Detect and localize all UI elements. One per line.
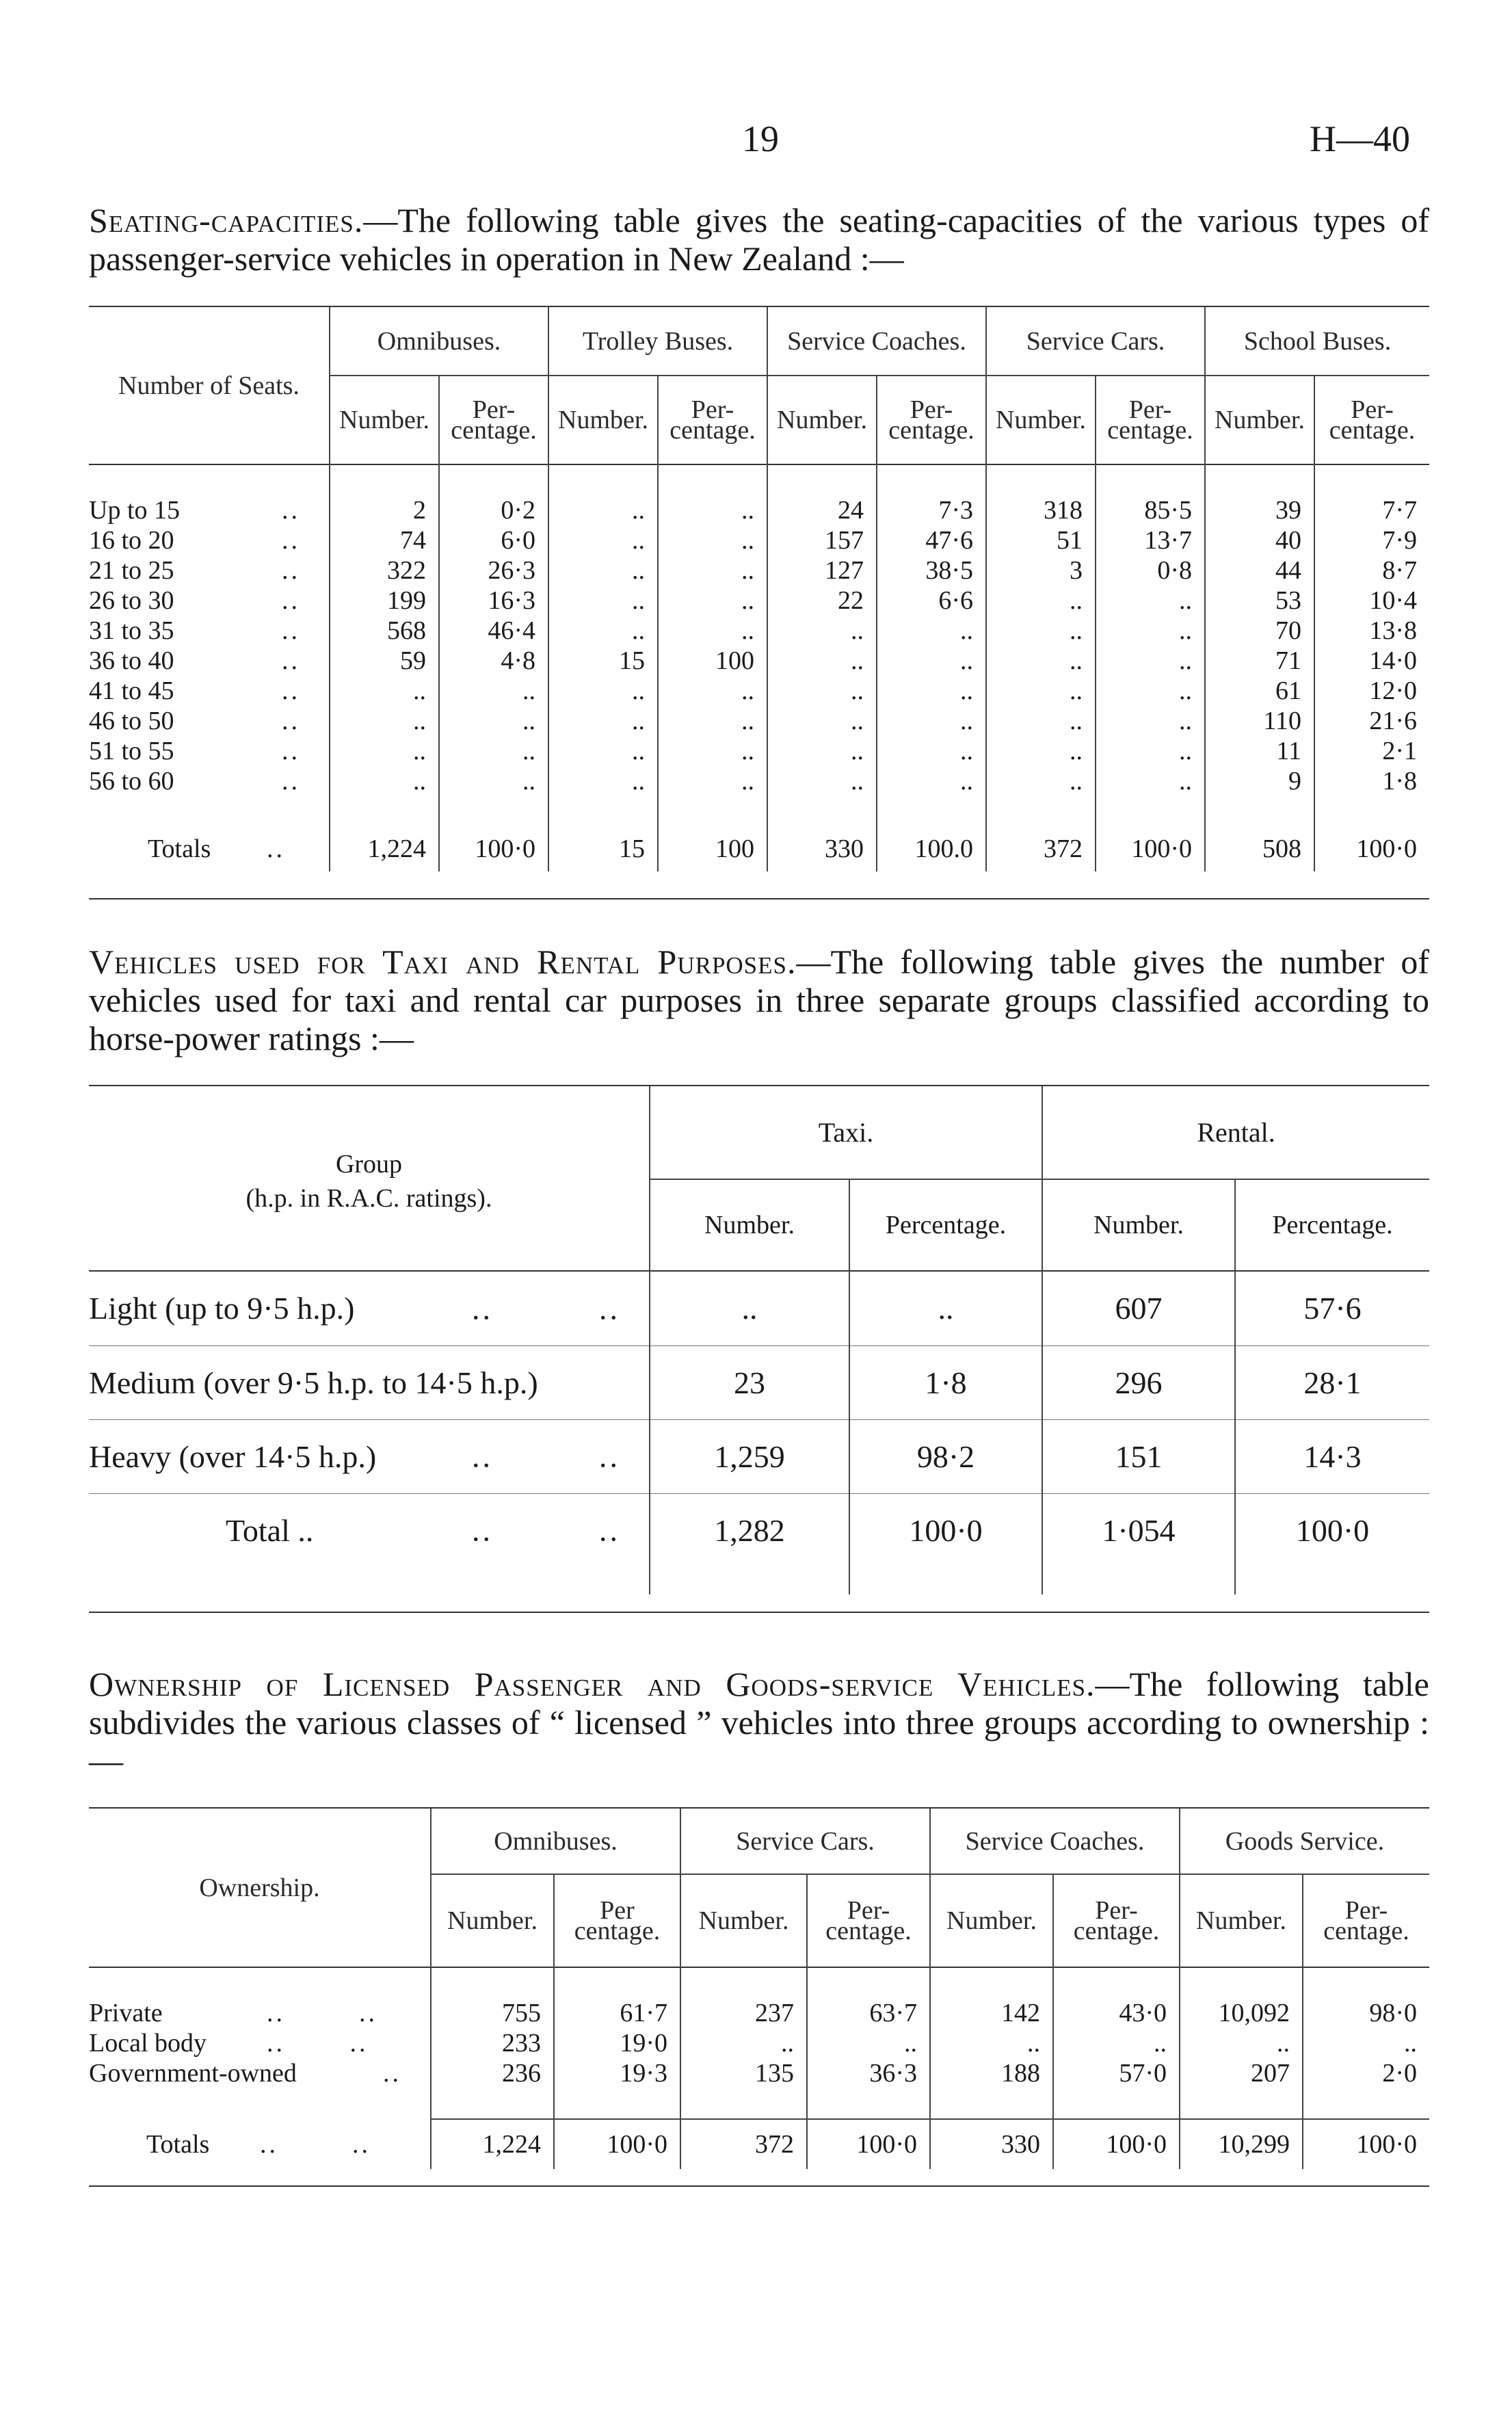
seating-group-service-coaches: Service Coaches. xyxy=(767,307,986,376)
ownership-cell-value: 135 xyxy=(680,2058,807,2088)
seating-cell-value: 44 xyxy=(1205,555,1314,586)
taxi-cell-value: 296 xyxy=(1042,1345,1235,1419)
ownership-total-value: 10,299 xyxy=(1180,2120,1303,2169)
ownership-section-paragraph xyxy=(89,1665,1429,1780)
taxi-sub-percentage: Percentage. xyxy=(849,1179,1042,1271)
ownership-cell-value: 19·3 xyxy=(554,2058,680,2088)
seating-row-label: 16 to 20 xyxy=(89,526,174,555)
ownership-cell-value: .. xyxy=(1303,2028,1429,2058)
ownership-totals-label: Totals xyxy=(146,2130,210,2159)
seating-cell-value: .. xyxy=(986,586,1096,616)
seating-row-label: 36 to 40 xyxy=(89,646,174,675)
seating-totals-row xyxy=(89,826,1429,871)
ownership-cell-value: 57·0 xyxy=(1053,2058,1180,2088)
seating-cell-value: .. xyxy=(548,525,658,555)
seating-table-bottom-rule xyxy=(89,898,1429,899)
ownership-totals-label-cell xyxy=(89,2120,431,2169)
taxi-row-label-cell xyxy=(89,1419,650,1493)
seating-cell-value: .. xyxy=(986,766,1096,796)
taxi-section-paragraph xyxy=(89,943,1429,1057)
seating-cell-value: 71 xyxy=(1205,646,1314,676)
seating-row-label: 56 to 60 xyxy=(89,767,174,796)
ownership-group-goods-service: Goods Service. xyxy=(1180,1809,1429,1874)
taxi-row-label: Light (up to 9·5 h.p.) xyxy=(89,1291,355,1326)
taxi-row-header-cell xyxy=(89,1086,650,1271)
seating-cell-value: .. xyxy=(439,766,548,796)
seating-cell-value: 70 xyxy=(1205,616,1314,646)
seating-cell-value: 2·1 xyxy=(1314,736,1429,766)
seating-row-label: 46 to 50 xyxy=(89,707,174,735)
seating-cell-value: 14·0 xyxy=(1314,646,1429,676)
seating-sub-percentage: Per-centage. xyxy=(439,376,548,464)
taxi-row-header-line-2: (h.p. in R.A.C. ratings). xyxy=(246,1183,492,1213)
taxi-row-label-cell xyxy=(89,1345,650,1419)
seating-cell-value: .. xyxy=(767,736,877,766)
taxi-cell-value: 1,259 xyxy=(650,1419,849,1493)
seating-total-value: 100·0 xyxy=(1096,826,1205,871)
seating-cell-value: 47·6 xyxy=(877,525,986,555)
seating-total-value: 508 xyxy=(1205,826,1314,871)
seating-cell-value: .. xyxy=(330,706,439,736)
taxi-table-row xyxy=(89,1345,1429,1419)
seating-cell-value: 127 xyxy=(767,555,877,586)
ownership-cell-value: .. xyxy=(930,2028,1053,2058)
seating-cell-value: 4·8 xyxy=(439,646,548,676)
leader-dots: .. .. xyxy=(472,1438,620,1474)
seating-cell-value: 12·0 xyxy=(1314,676,1429,706)
seating-cell-value: .. xyxy=(548,616,658,646)
seating-cell-value: 7·3 xyxy=(877,495,986,525)
ownership-cell-value: 10,092 xyxy=(1180,1998,1303,2028)
seating-cell-value: 61 xyxy=(1205,676,1314,706)
taxi-cell-value: 607 xyxy=(1042,1272,1235,1345)
seating-cell-value: 26·3 xyxy=(439,555,548,586)
leader-dots: .. xyxy=(282,616,300,645)
leader-dots: .. xyxy=(282,496,300,525)
ownership-row-label: Private xyxy=(89,1999,163,2027)
seating-row-header: Number of Seats. xyxy=(118,371,300,400)
seating-cell-value: .. xyxy=(767,706,877,736)
seating-cell-value: 318 xyxy=(986,495,1096,525)
seating-cell-value: 13·7 xyxy=(1096,525,1205,555)
taxi-table-row xyxy=(89,1272,1429,1345)
seating-cell-value: 322 xyxy=(330,555,439,586)
ownership-total-value: 330 xyxy=(930,2120,1053,2169)
taxi-group-taxi: Taxi. xyxy=(650,1086,1042,1179)
seating-cell-value: .. xyxy=(548,676,658,706)
ownership-cell-value: 236 xyxy=(431,2058,554,2088)
taxi-cell-value: 1·054 xyxy=(1042,1493,1235,1567)
ownership-cell-value: 98·0 xyxy=(1303,1998,1429,2028)
seating-cell-value: .. xyxy=(986,706,1096,736)
taxi-row-label-cell xyxy=(89,1272,650,1345)
leader-dots: .. xyxy=(282,526,300,555)
seating-sub-number: Number. xyxy=(986,376,1096,464)
seating-row-label-cell xyxy=(89,555,330,586)
taxi-group-header-row xyxy=(89,1086,1429,1179)
seating-table-row xyxy=(89,706,1429,736)
seating-table xyxy=(89,307,1429,871)
taxi-row-header-line-1: Group xyxy=(335,1149,403,1179)
seating-row-label-cell xyxy=(89,766,330,796)
seating-cell-value: 157 xyxy=(767,525,877,555)
seating-group-school-buses: School Buses. xyxy=(1205,307,1429,376)
taxi-cell-value: 28·1 xyxy=(1235,1345,1429,1419)
taxi-group-rental: Rental. xyxy=(1042,1086,1429,1179)
seating-cell-value: .. xyxy=(1096,586,1205,616)
taxi-cell-value: 151 xyxy=(1042,1419,1235,1493)
seating-total-value: 1,224 xyxy=(330,826,439,871)
ownership-total-value: 100·0 xyxy=(554,2120,680,2169)
seating-cell-value: .. xyxy=(548,706,658,736)
taxi-cell-value: .. xyxy=(849,1272,1042,1345)
seating-cell-value: .. xyxy=(548,495,658,525)
ownership-table-row xyxy=(89,2058,1429,2088)
seating-sub-percentage: Per-centage. xyxy=(658,376,767,464)
ownership-cell-value: 43·0 xyxy=(1053,1998,1180,2028)
seating-cell-value: .. xyxy=(986,736,1096,766)
ownership-sub-percentage: Per-centage. xyxy=(1053,1874,1180,1967)
seating-sub-percentage: Per-centage. xyxy=(1096,376,1205,464)
seating-cell-value: 59 xyxy=(330,646,439,676)
taxi-section-intro: —The following table gives the number of vehicles used for taxi and rental car purposes in three separate groups classified according to horse-power ratings :— xyxy=(89,943,1429,1057)
ownership-row-label-cell xyxy=(89,2028,431,2058)
seating-cell-value: .. xyxy=(767,766,877,796)
ownership-total-value: 100·0 xyxy=(1303,2120,1429,2169)
seating-cell-value: .. xyxy=(330,676,439,706)
seating-group-service-cars: Service Cars. xyxy=(986,307,1205,376)
leader-dots: .. .. xyxy=(260,2130,371,2159)
seating-cell-value: 9 xyxy=(1205,766,1314,796)
ownership-sub-number: Number. xyxy=(680,1874,807,1967)
ownership-row-label-cell xyxy=(89,2058,431,2088)
seating-cell-value: .. xyxy=(658,676,767,706)
seating-cell-value: 40 xyxy=(1205,525,1314,555)
ownership-cell-value: 237 xyxy=(680,1998,807,2028)
seating-cell-value: .. xyxy=(1096,616,1205,646)
leader-dots: .. xyxy=(383,2059,401,2088)
seating-cell-value: .. xyxy=(986,616,1096,646)
seating-cell-value: .. xyxy=(658,766,767,796)
seating-cell-value: .. xyxy=(877,616,986,646)
seating-total-value: 372 xyxy=(986,826,1096,871)
seating-table-row xyxy=(89,736,1429,766)
taxi-cell-value: 23 xyxy=(650,1345,849,1419)
taxi-cell-value: 1·8 xyxy=(849,1345,1042,1419)
seating-cell-value: 7·7 xyxy=(1314,495,1429,525)
seating-group-trolley-buses: Trolley Buses. xyxy=(548,307,767,376)
taxi-cell-value: 57·6 xyxy=(1235,1272,1429,1345)
ownership-cell-value: 63·7 xyxy=(807,1998,930,2028)
seating-sub-number: Number. xyxy=(330,376,439,464)
seating-cell-value: 53 xyxy=(1205,586,1314,616)
taxi-table xyxy=(89,1086,1429,1594)
seating-cell-value: .. xyxy=(439,736,548,766)
seating-cell-value: 6·6 xyxy=(877,586,986,616)
seating-group-header-row xyxy=(89,307,1429,376)
leader-dots: .. .. xyxy=(267,2029,369,2058)
page-number: 19 xyxy=(742,118,779,159)
seating-cell-value: 1·8 xyxy=(1314,766,1429,796)
seating-table-row xyxy=(89,616,1429,646)
seating-cell-value: .. xyxy=(986,676,1096,706)
seating-cell-value: 8·7 xyxy=(1314,555,1429,586)
leader-dots: .. xyxy=(267,835,285,863)
seating-cell-value: .. xyxy=(986,646,1096,676)
taxi-cell-value: 14·3 xyxy=(1235,1419,1429,1493)
seating-row-label-cell xyxy=(89,616,330,646)
seating-cell-value: .. xyxy=(767,676,877,706)
seating-cell-value: 6·0 xyxy=(439,525,548,555)
seating-cell-value: .. xyxy=(548,586,658,616)
ownership-sub-percentage: Per-centage. xyxy=(807,1874,930,1967)
seating-total-value: 100·0 xyxy=(1314,826,1429,871)
seating-row-label: 41 to 45 xyxy=(89,676,174,705)
seating-cell-value: .. xyxy=(1096,736,1205,766)
seating-row-label: Up to 15 xyxy=(89,496,180,525)
ownership-row-header: Ownership. xyxy=(199,1873,320,1902)
seating-cell-value: 100 xyxy=(658,646,767,676)
seating-cell-value: .. xyxy=(1096,706,1205,736)
seating-sub-number: Number. xyxy=(548,376,658,464)
seating-cell-value: .. xyxy=(877,676,986,706)
seating-sub-percentage: Per-centage. xyxy=(1314,376,1429,464)
ownership-row-label-cell xyxy=(89,1998,431,2028)
ownership-cell-value: 36·3 xyxy=(807,2058,930,2088)
ownership-cell-value: 142 xyxy=(930,1998,1053,2028)
leader-dots: .. xyxy=(282,737,300,765)
seating-table-row xyxy=(89,525,1429,555)
seating-cell-value: 568 xyxy=(330,616,439,646)
ownership-cell-value: .. xyxy=(680,2028,807,2058)
seating-section-intro: —The following table gives the seating-capacities of the various types of passenger-service vehicles in operation in New Zealand :— xyxy=(89,201,1429,278)
seating-cell-value: 15 xyxy=(548,646,658,676)
seating-sub-percentage: Per-centage. xyxy=(877,376,986,464)
ownership-cell-value: 207 xyxy=(1180,2058,1303,2088)
ownership-cell-value: 188 xyxy=(930,2058,1053,2088)
seating-row-label-cell xyxy=(89,736,330,766)
leader-dots: .. xyxy=(282,767,300,796)
ownership-cell-value: 19·0 xyxy=(554,2028,680,2058)
seating-cell-value: 7·9 xyxy=(1314,525,1429,555)
ownership-section-heading: Ownership of Licensed Passenger and Goods-service Vehicles. xyxy=(89,1665,1096,1703)
seating-cell-value: .. xyxy=(658,525,767,555)
leader-dots: .. xyxy=(282,646,300,675)
taxi-cell-value: 1,282 xyxy=(650,1493,849,1567)
seating-sub-number: Number. xyxy=(1205,376,1314,464)
seating-cell-value: .. xyxy=(548,766,658,796)
seating-table-row xyxy=(89,495,1429,525)
ownership-cell-value: 61·7 xyxy=(554,1998,680,2028)
seating-cell-value: .. xyxy=(877,736,986,766)
seating-row-label: 21 to 25 xyxy=(89,556,174,585)
seating-row-label-cell xyxy=(89,495,330,525)
ownership-cell-value: 2·0 xyxy=(1303,2058,1429,2088)
ownership-cell-value: .. xyxy=(807,2028,930,2058)
taxi-sub-number: Number. xyxy=(650,1179,849,1271)
seating-cell-value: .. xyxy=(658,555,767,586)
seating-cell-value: 74 xyxy=(330,525,439,555)
ownership-sub-number: Number. xyxy=(1180,1874,1303,1967)
seating-cell-value: 199 xyxy=(330,586,439,616)
seating-row-label: 51 to 55 xyxy=(89,737,174,765)
seating-cell-value: 13·8 xyxy=(1314,616,1429,646)
taxi-section-heading: Vehicles used for Taxi and Rental Purposes. xyxy=(89,943,797,981)
taxi-cell-value: 100·0 xyxy=(1235,1493,1429,1567)
seating-cell-value: .. xyxy=(767,616,877,646)
seating-cell-value: .. xyxy=(439,676,548,706)
seating-section-paragraph xyxy=(89,201,1429,278)
seating-cell-value: .. xyxy=(1096,676,1205,706)
seating-table-row xyxy=(89,676,1429,706)
ownership-row-label: Local body xyxy=(89,2029,207,2058)
document-reference: H—40 xyxy=(1310,118,1410,159)
seating-row-label: 31 to 35 xyxy=(89,616,174,645)
seating-group-omnibuses: Omnibuses. xyxy=(330,307,548,376)
seating-cell-value: .. xyxy=(658,706,767,736)
seating-totals-label-cell xyxy=(89,826,330,871)
seating-total-value: 100 xyxy=(658,826,767,871)
leader-dots: .. xyxy=(282,707,300,735)
ownership-sub-percentage: Per-centage. xyxy=(1303,1874,1429,1967)
seating-cell-value: 110 xyxy=(1205,706,1314,736)
leader-dots: .. .. xyxy=(267,1999,377,2027)
ownership-row-label: Government-owned xyxy=(89,2059,297,2088)
ownership-group-omnibuses: Omnibuses. xyxy=(431,1809,680,1874)
seating-cell-value: .. xyxy=(1096,646,1205,676)
seating-total-value: 100·0 xyxy=(439,826,548,871)
ownership-cell-value: 233 xyxy=(431,2028,554,2058)
taxi-cell-value: .. xyxy=(650,1272,849,1345)
leader-dots: .. xyxy=(282,676,300,705)
seating-row-label-cell xyxy=(89,525,330,555)
ownership-total-value: 1,224 xyxy=(431,2120,554,2169)
seating-cell-value: 24 xyxy=(767,495,877,525)
ownership-cell-value: .. xyxy=(1053,2028,1180,2058)
seating-table-row xyxy=(89,555,1429,586)
seating-cell-value: 39 xyxy=(1205,495,1314,525)
ownership-table-row xyxy=(89,1998,1429,2028)
seating-row-label-cell xyxy=(89,706,330,736)
seating-cell-value: 0·2 xyxy=(439,495,548,525)
seating-section-heading: Seating-capacities. xyxy=(89,201,364,239)
seating-row-label-cell xyxy=(89,586,330,616)
leader-dots: .. .. xyxy=(472,1512,620,1548)
taxi-cell-value: 100·0 xyxy=(849,1493,1042,1567)
seating-cell-value: 16·3 xyxy=(439,586,548,616)
ownership-cell-value: .. xyxy=(1180,2028,1303,2058)
seating-total-value: 330 xyxy=(767,826,877,871)
seating-cell-value: 3 xyxy=(986,555,1096,586)
ownership-group-service-cars: Service Cars. xyxy=(680,1809,930,1874)
seating-cell-value: .. xyxy=(330,766,439,796)
seating-cell-value: 2 xyxy=(330,495,439,525)
seating-table-row xyxy=(89,586,1429,616)
taxi-row-label: Medium (over 9·5 h.p. to 14·5 h.p.) xyxy=(89,1365,538,1400)
seating-cell-value: 10·4 xyxy=(1314,586,1429,616)
ownership-total-value: 100·0 xyxy=(807,2120,930,2169)
seating-cell-value: 0·8 xyxy=(1096,555,1205,586)
seating-totals-label: Totals xyxy=(148,835,211,863)
ownership-table-bottom-rule xyxy=(89,2185,1429,2187)
taxi-cell-value: 98·2 xyxy=(849,1419,1042,1493)
ownership-totals-row xyxy=(89,2120,1429,2169)
seating-table-row xyxy=(89,766,1429,796)
seating-row-label-cell xyxy=(89,676,330,706)
taxi-sub-percentage: Percentage. xyxy=(1235,1179,1429,1271)
seating-cell-value: .. xyxy=(658,495,767,525)
ownership-cell-value: 755 xyxy=(431,1998,554,2028)
seating-cell-value: 11 xyxy=(1205,736,1314,766)
seating-cell-value: 85·5 xyxy=(1096,495,1205,525)
seating-cell-value: 22 xyxy=(767,586,877,616)
seating-cell-value: .. xyxy=(877,646,986,676)
ownership-table-row xyxy=(89,2028,1429,2058)
seating-total-value: 100.0 xyxy=(877,826,986,871)
seating-cell-value: .. xyxy=(877,706,986,736)
taxi-table-bottom-rule xyxy=(89,1612,1429,1613)
seating-cell-value: 38·5 xyxy=(877,555,986,586)
seating-cell-value: .. xyxy=(330,736,439,766)
seating-cell-value: .. xyxy=(1096,766,1205,796)
seating-sub-number: Number. xyxy=(767,376,877,464)
ownership-table xyxy=(89,1809,1429,2169)
ownership-sub-percentage: Per centage. xyxy=(554,1874,680,1967)
seating-cell-value: .. xyxy=(548,736,658,766)
seating-row-label-cell xyxy=(89,646,330,676)
seating-cell-value: .. xyxy=(439,706,548,736)
seating-cell-value: .. xyxy=(548,555,658,586)
ownership-section-intro: —The following table subdivides the various classes of “ licensed ” vehicles into three groups according to ownership :— xyxy=(89,1665,1429,1780)
seating-cell-value: .. xyxy=(658,736,767,766)
taxi-row-label-cell xyxy=(89,1493,650,1567)
leader-dots: .. .. xyxy=(472,1291,620,1326)
ownership-group-header-row xyxy=(89,1809,1429,1874)
seating-cell-value: .. xyxy=(658,616,767,646)
seating-cell-value: .. xyxy=(877,766,986,796)
ownership-total-value: 372 xyxy=(680,2120,807,2169)
leader-dots: .. xyxy=(282,586,300,615)
ownership-sub-number: Number. xyxy=(930,1874,1053,1967)
seating-row-label: 26 to 30 xyxy=(89,586,174,615)
seating-total-value: 15 xyxy=(548,826,658,871)
ownership-sub-number: Number. xyxy=(431,1874,554,1967)
taxi-sub-number: Number. xyxy=(1042,1179,1235,1271)
seating-table-row xyxy=(89,646,1429,676)
taxi-row-label: Total .. xyxy=(226,1512,314,1548)
taxi-table-row xyxy=(89,1493,1429,1567)
ownership-group-service-coaches: Service Coaches. xyxy=(930,1809,1180,1874)
ownership-total-value: 100·0 xyxy=(1053,2120,1180,2169)
taxi-row-label: Heavy (over 14·5 h.p.) xyxy=(89,1438,377,1474)
seating-cell-value: .. xyxy=(658,586,767,616)
seating-cell-value: 46·4 xyxy=(439,616,548,646)
leader-dots: .. xyxy=(282,556,300,585)
seating-cell-value: 51 xyxy=(986,525,1096,555)
taxi-table-row xyxy=(89,1419,1429,1493)
seating-cell-value: 21·6 xyxy=(1314,706,1429,736)
seating-cell-value: .. xyxy=(767,646,877,676)
